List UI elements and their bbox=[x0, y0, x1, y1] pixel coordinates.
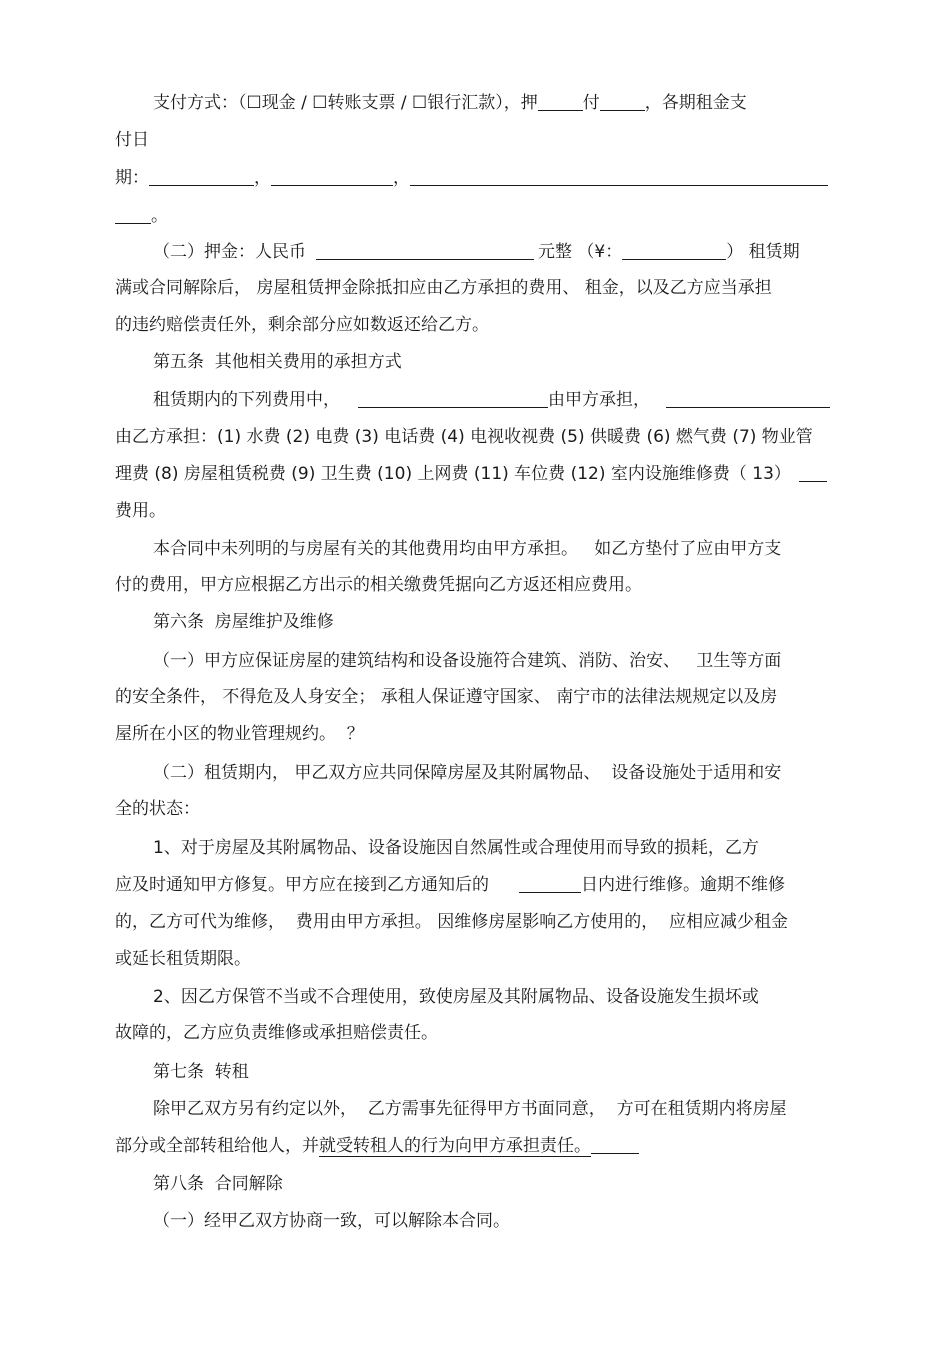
blank-deposit-months bbox=[538, 92, 583, 111]
article-5-line-4: 费用。 bbox=[115, 501, 166, 521]
article-5-line-2: 由乙方承担：(1) 水费 (2) 电费 (3) 电话费 (4) 电视收视费 (5) 供暖费 (6) 燃气费 (7) 物业管 bbox=[115, 427, 813, 447]
repair-notice-text: 应及时通知甲方修复。甲方应在接到乙方通知后的 bbox=[115, 875, 489, 895]
payment-line-3 bbox=[115, 167, 828, 189]
blank-date-3 bbox=[410, 167, 828, 186]
period-end: 。 bbox=[151, 206, 168, 226]
blank-sublease-end bbox=[591, 1135, 639, 1154]
article-5-line-3 bbox=[115, 463, 827, 485]
fees-intro-text: 租赁期内的下列费用中， bbox=[153, 390, 340, 410]
article-8-heading: 第八条 合同解除 bbox=[153, 1174, 283, 1194]
article-5-heading: 第五条 其他相关费用的承担方式 bbox=[153, 352, 402, 372]
deposit-label: （二）押金：人民币 bbox=[153, 242, 306, 262]
payment-method-text: 支付方式：（☐现金 / ☐转账支票 / ☐银行汇款），押 bbox=[153, 93, 538, 113]
deposit-term-text: ） 租赁期 bbox=[726, 242, 800, 262]
article-6-item2-line-2: 故障的，乙方应负责维修或承担赔偿责任。 bbox=[115, 1023, 438, 1043]
payment-pay-label: 付 bbox=[582, 93, 600, 113]
payment-line-2: 付日 bbox=[115, 130, 149, 150]
payment-line-4 bbox=[115, 205, 168, 227]
blank-other-fee bbox=[799, 463, 827, 482]
repair-days-text: 日内进行维修。逾期不维修 bbox=[581, 875, 785, 895]
payment-line-1 bbox=[153, 92, 747, 114]
comma-1: ， bbox=[254, 168, 271, 188]
sublease-text: 部分或全部转租给他人，并 bbox=[115, 1136, 319, 1156]
blank-date-1 bbox=[149, 167, 254, 186]
blank-deposit-number bbox=[622, 241, 726, 260]
sublease-responsibility-text: 就受转租人的行为向甲方承担责任。 bbox=[319, 1136, 591, 1156]
article-6-item2-line-1: 2、因乙方保管不当或不合理使用，致使房屋及其附属物品、设备设施发生损坏或 bbox=[153, 987, 759, 1007]
deposit-line-3: 的违约赔偿责任外，剩余部分应如数返还给乙方。 bbox=[115, 315, 489, 335]
blank-pay-months bbox=[600, 92, 645, 111]
deposit-line-1 bbox=[153, 241, 800, 263]
article-7-line-1: 除甲乙双方另有约定以外， 乙方需事先征得甲方书面同意， 方可在租赁期内将房屋 bbox=[153, 1099, 787, 1119]
article-6-item1-line-4: 或延长租赁期限。 bbox=[115, 949, 251, 969]
article-6-item1-line-2 bbox=[115, 874, 785, 896]
article-6-p1-line-1: （一）甲方应保证房屋的建筑结构和设备设施符合建筑、消防、治安、 卫生等方面 bbox=[153, 651, 782, 671]
blank-date-2 bbox=[271, 167, 393, 186]
blank-date-3-cont bbox=[115, 205, 151, 224]
blank-landlord-fees bbox=[358, 389, 548, 408]
payment-rent-text: ，各期租金支 bbox=[644, 93, 747, 113]
landlord-bears-text: 由甲方承担， bbox=[548, 390, 650, 410]
blank-deposit-amount bbox=[316, 241, 534, 260]
deposit-line-2: 满或合同解除后， 房屋租赁押金除抵扣应由乙方承担的费用、 租金，以及乙方应当承担 bbox=[115, 278, 772, 298]
article-6-p1-line-2: 的安全条件， 不得危及人身安全； 承租人保证遵守国家、 南宁市的法律法规规定以及房 bbox=[115, 687, 778, 707]
article-5-line-1 bbox=[153, 389, 830, 411]
article-8-line-1: （一）经甲乙双方协商一致，可以解除本合同。 bbox=[153, 1211, 510, 1231]
article-6-p2-line-1: （二）租赁期内， 甲乙双方应共同保障房屋及其附属物品、 设备设施处于适用和安 bbox=[153, 763, 782, 783]
payment-date-label: 期： bbox=[115, 168, 149, 188]
blank-tenant-fees bbox=[666, 389, 830, 408]
article-6-p2-line-2: 全的状态： bbox=[115, 799, 200, 819]
fees-list-text: 理费 (8) 房屋租赁税费 (9) 卫生费 (10) 上网费 (11) 车位费 (12) 室内设施维修费（ 13） bbox=[115, 464, 791, 484]
deposit-yuan-text: 元整 （¥： bbox=[538, 242, 623, 262]
article-6-item1-line-3: 的，乙方可代为维修， 费用由甲方承担。 因维修房屋影响乙方使用的， 应相应减少租金 bbox=[115, 912, 789, 932]
article-6-item1-line-1: 1、对于房屋及其附属物品、设备设施因自然属性或合理使用而导致的损耗，乙方 bbox=[153, 838, 759, 858]
article-5-para2-line-1: 本合同中未列明的与房屋有关的其他费用均由甲方承担。 如乙方垫付了应由甲方支 bbox=[153, 539, 782, 559]
article-6-p1-line-3: 屋所在小区的物业管理规约。 ？ bbox=[115, 724, 364, 744]
comma-2: ， bbox=[393, 168, 410, 188]
blank-repair-days bbox=[519, 874, 581, 893]
article-6-heading: 第六条 房屋维护及维修 bbox=[153, 612, 334, 632]
article-7-line-2 bbox=[115, 1135, 639, 1157]
article-5-para2-line-2: 付的费用，甲方应根据乙方出示的相关缴费凭据向乙方返还相应费用。 bbox=[115, 575, 642, 595]
article-7-heading: 第七条 转租 bbox=[153, 1062, 249, 1082]
